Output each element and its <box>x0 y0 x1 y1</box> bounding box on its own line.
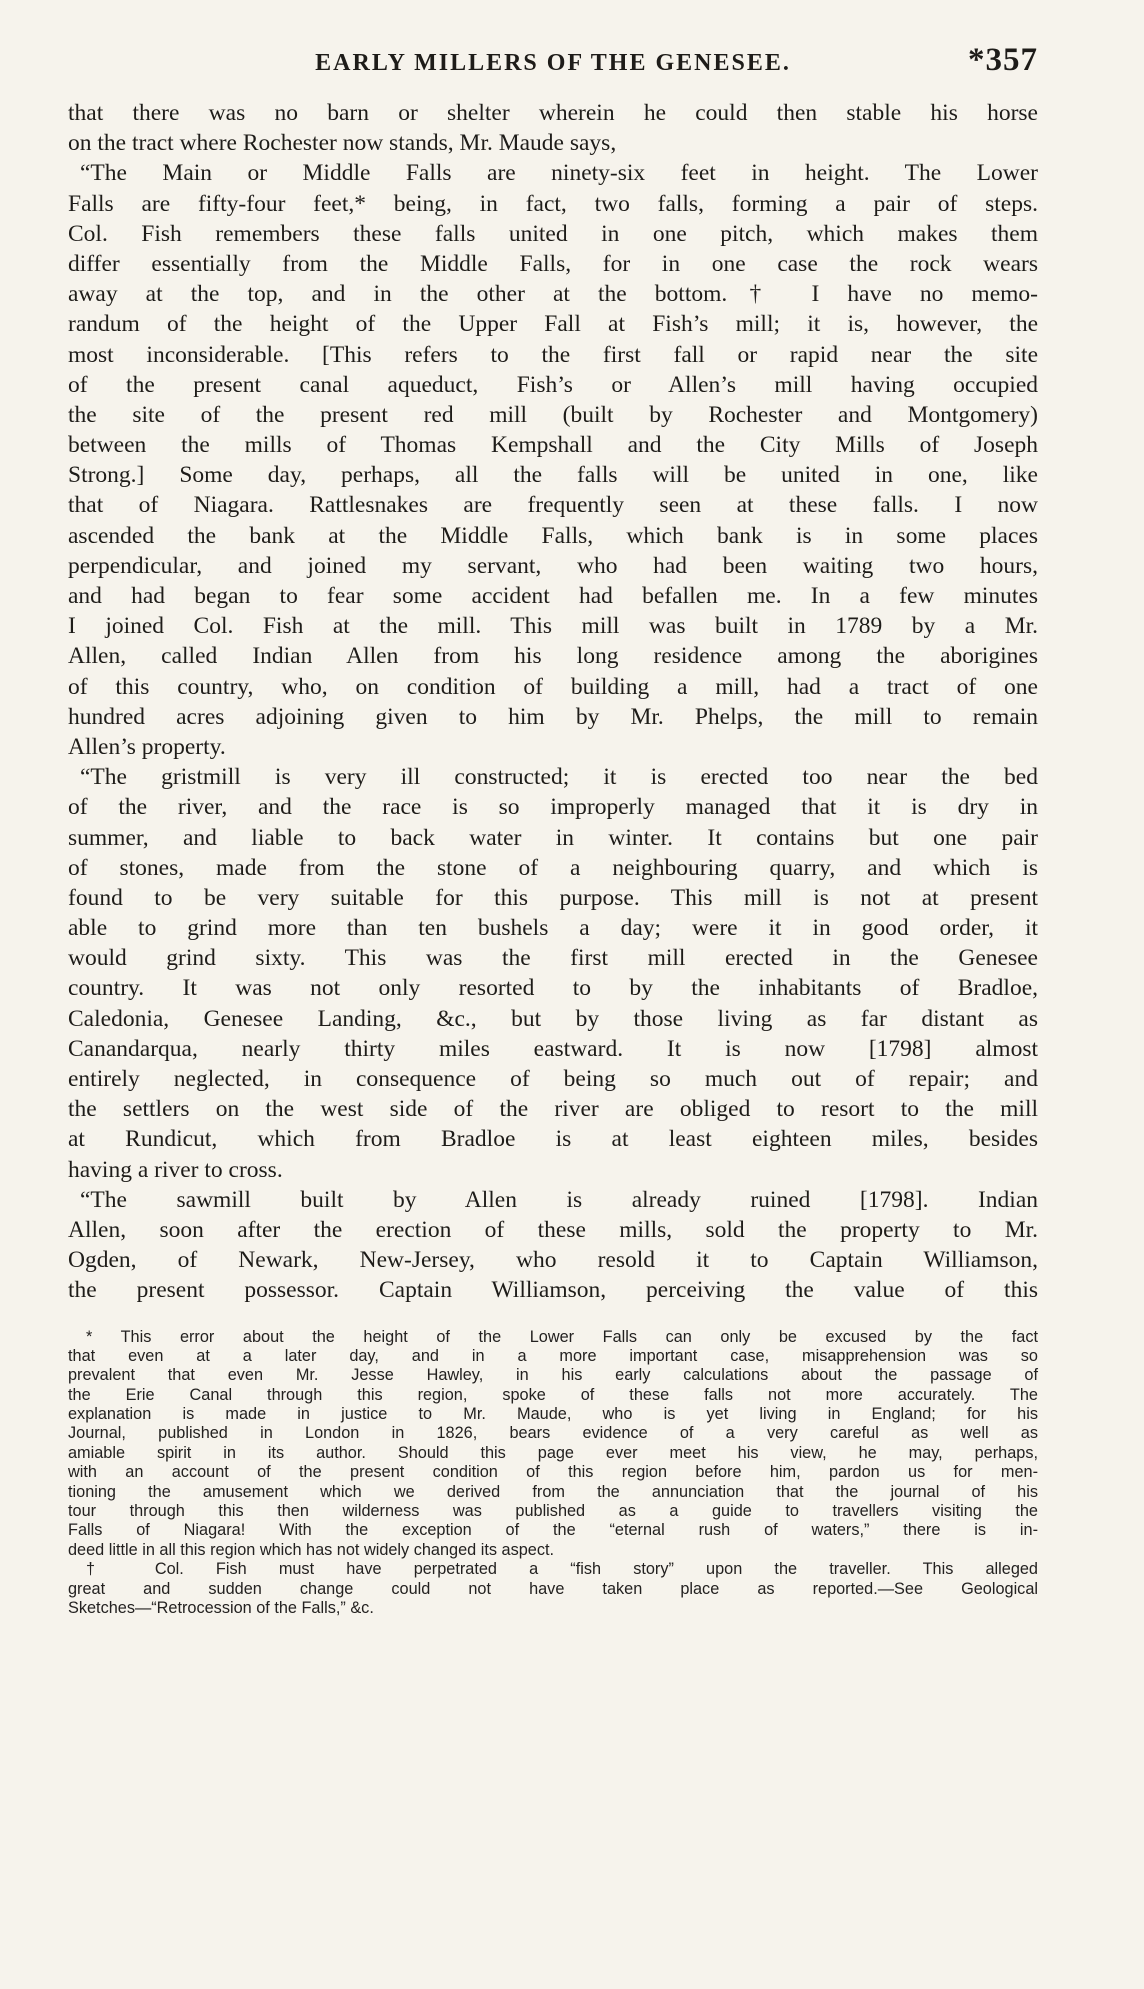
body-line: having a river to cross. <box>68 1156 283 1183</box>
body-line: Strong.] Some day, perhaps, all the falls will be united in one, like <box>68 462 1038 489</box>
body-line: of this country, who, on condition of building a mill, had a tract of one <box>68 673 1038 700</box>
body-line: the site of the present red mill (built by Rochester and Montgomery) <box>68 401 1038 428</box>
body-line: Allen, soon after the erection of these mills, sold the property to Mr. <box>68 1216 1038 1243</box>
body-line: summer, and liable to back water in winter. It contains but one pair <box>68 824 1038 851</box>
body-line: at Rundicut, which from Bradloe is at least eighteen miles, besides <box>68 1126 1038 1153</box>
body-line: that there was no barn or shelter wherein he could then stable his horse <box>68 100 1038 126</box>
body-line: country. It was not only resorted to by the inhabitants of Bradloe, <box>68 975 1038 1002</box>
body-line: Allen’s property. <box>68 733 226 760</box>
footnotes <box>68 1328 1038 1619</box>
page-number: *357 <box>968 42 1038 78</box>
footnote-line: tour through this then wilderness was published as a guide to travellers visiting the <box>68 1502 1038 1521</box>
body-line: found to be very suitable for this purpose. This mill is not at present <box>68 884 1038 911</box>
body-line: hundred acres adjoining given to him by Mr. Phelps, the mill to remain <box>68 703 1038 730</box>
body-line: away at the top, and in the other at the bottom.† I have no memo- <box>68 281 1038 308</box>
body-text <box>68 98 1038 1306</box>
body-line: and had began to fear some accident had befallen me. In a few minutes <box>68 583 1038 609</box>
footnote-line: that even at a later day, and in a more important case, misapprehension was so <box>68 1346 1038 1365</box>
book-page <box>68 40 1038 1618</box>
body-line: “The gristmill is very ill constructed; it is erected too near the bed <box>80 764 1038 791</box>
body-line: “The Main or Middle Falls are ninety-six feet in height. The Lower <box>80 160 1038 187</box>
footnote-line: prevalent that even Mr. Jesse Hawley, in his early calculations about the passage of <box>68 1366 1038 1385</box>
footnote-line: * This error about the height of the Lower Falls can only be excused by the fact <box>86 1327 1038 1346</box>
body-line: Col. Fish remembers these falls united in one pitch, which makes them <box>68 220 1038 247</box>
body-line: randum of the height of the Upper Fall at Fish’s mill; it is, however, the <box>68 311 1038 338</box>
footnote-line: † Col. Fish must have perpetrated a “fish story” upon the traveller. This alleged <box>86 1560 1038 1579</box>
body-line: that of Niagara. Rattlesnakes are frequently seen at these falls. I now <box>68 492 1038 519</box>
body-line: I joined Col. Fish at the mill. This mill was built in 1789 by a Mr. <box>68 613 1038 640</box>
body-line: Falls are fifty-four feet,* being, in fact, two falls, forming a pair of steps. <box>68 190 1038 217</box>
body-line: able to grind more than ten bushels a day; were it in good order, it <box>68 915 1038 942</box>
body-line: Caledonia, Genesee Landing, &c., but by those living as far distant as <box>68 1005 1038 1032</box>
footnote-line: the Erie Canal through this region, spoke of these falls not more accurately. The <box>68 1385 1038 1404</box>
body-line: most inconsiderable. [This refers to the first fall or rapid near the site <box>68 341 1038 368</box>
running-title: EARLY MILLERS OF THE GENESEE. <box>315 50 791 76</box>
footnote-line: deed little in all this region which has not widely changed its aspect. <box>68 1540 555 1559</box>
footnote-line: amiable spirit in its author. Should this page ever meet his view, he may, perhaps, <box>68 1443 1038 1462</box>
body-line: of stones, made from the stone of a neighbouring quarry, and which is <box>68 854 1038 881</box>
body-line: entirely neglected, in consequence of being so much out of repair; and <box>68 1066 1038 1092</box>
body-line: on the tract where Rochester now stands, Mr. Maude says, <box>68 130 617 157</box>
running-head <box>68 40 1038 84</box>
body-line: differ essentially from the Middle Falls, for in one case the rock wears <box>68 250 1038 277</box>
body-line: of the present canal aqueduct, Fish’s or Allen’s mill having occupied <box>68 371 1038 398</box>
body-line: of the river, and the race is so improperly managed that it is dry in <box>68 794 1038 821</box>
footnote-line: explanation is made in justice to Mr. Maude, who is yet living in England; for his <box>68 1405 1038 1424</box>
footnote-line: tioning the amusement which we derived from the annunciation that the journal of his <box>68 1482 1038 1501</box>
footnote-line: Journal, published in London in 1826, bears evidence of a very careful as well as <box>68 1424 1038 1443</box>
footnote-line: great and sudden change could not have taken place as reported.—See Geological <box>68 1579 1038 1598</box>
body-line: between the mills of Thomas Kempshall and the City Mills of Joseph <box>68 432 1038 459</box>
footnote-line: Sketches—“Retrocession of the Falls,” &c. <box>68 1598 374 1617</box>
body-line: “The sawmill built by Allen is already ruined [1798]. Indian <box>80 1186 1038 1213</box>
body-line: the present possessor. Captain Williamson, perceiving the value of this <box>68 1277 1038 1304</box>
body-line: Allen, called Indian Allen from his long residence among the aborigines <box>68 643 1038 670</box>
body-line: ascended the bank at the Middle Falls, which bank is in some places <box>68 522 1038 549</box>
body-line: Canandarqua, nearly thirty miles eastward. It is now [1798] almost <box>68 1035 1038 1062</box>
body-line: perpendicular, and joined my servant, who had been waiting two hours, <box>68 552 1038 579</box>
footnote-line: Falls of Niagara! With the exception of the “eternal rush of waters,” there is in- <box>68 1521 1038 1540</box>
body-line: the settlers on the west side of the river are obliged to resort to the mill <box>68 1096 1038 1123</box>
footnote-line: with an account of the present condition of this region before him, pardon us for men- <box>68 1463 1038 1482</box>
body-line: would grind sixty. This was the first mill erected in the Genesee <box>68 945 1038 972</box>
body-line: Ogden, of Newark, New-Jersey, who resold it to Captain Williamson, <box>68 1247 1038 1274</box>
